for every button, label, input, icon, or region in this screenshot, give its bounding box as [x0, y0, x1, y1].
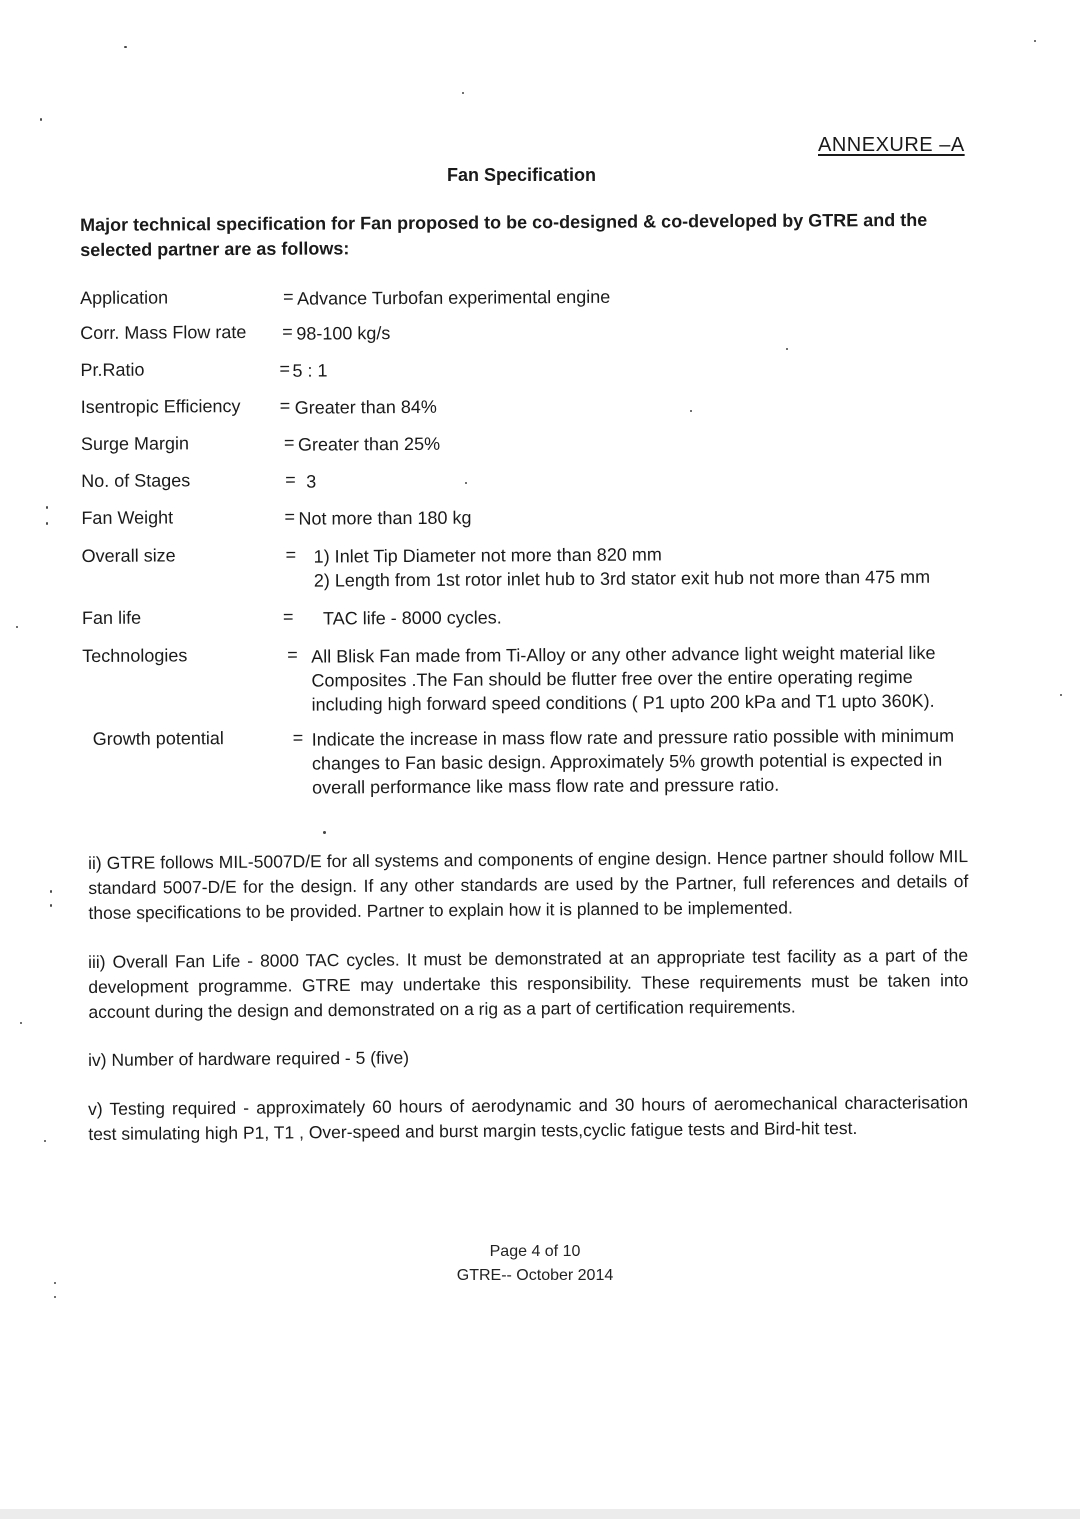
spec-row	[80, 355, 980, 381]
page-title: Fan Specification	[447, 165, 597, 185]
spec-equals: =	[284, 506, 295, 527]
spec-equals: =	[282, 606, 294, 627]
spec-label: Application	[80, 287, 169, 308]
spec-value-line: 98-100 kg/s	[296, 323, 391, 344]
scan-speck	[1060, 694, 1062, 696]
paragraph-iv: iv) Number of hardware required - 5 (five)	[88, 1047, 410, 1070]
spec-value	[311, 641, 951, 717]
spec-equals: =	[279, 395, 291, 416]
spec-row	[83, 723, 983, 798]
bottom-margin	[0, 1509, 1080, 1519]
scan-speck	[44, 1140, 46, 1142]
spec-row	[80, 428, 981, 455]
annexure-label: ANNEXURE –A	[818, 134, 965, 156]
scan-speck	[786, 348, 788, 350]
spec-value	[306, 470, 316, 494]
spec-equals: =	[285, 469, 296, 490]
spec-label: Growth potential	[92, 728, 224, 749]
spec-equals: =	[283, 432, 295, 453]
scan-speck	[40, 118, 42, 121]
scan-speck	[46, 522, 48, 525]
intro-text: Major technical specification for Fan proposed to be co-designed & co-developed by GTRE and the selected partner are as follows:	[80, 209, 928, 260]
spec-label: No. of Stages	[81, 470, 191, 491]
scan-speck	[690, 410, 692, 412]
spec-row	[80, 318, 980, 344]
scan-speck	[50, 890, 52, 893]
spec-value-text: All Blisk Fan made from Ti-Alloy or any other advance light weight material like Composites .The Fan should be flutter free over the entire operating regime including high forward speed conditions ( P1 upto 200 kPa and T1 upto 360K).	[311, 642, 936, 715]
spec-value-line: 3	[306, 471, 317, 492]
scan-speck	[124, 46, 127, 48]
spec-label: Isentropic Efficiency	[80, 396, 241, 417]
spec-row	[81, 465, 981, 492]
spec-value-line: TAC life - 8000 cycles.	[322, 607, 502, 629]
scan-speck	[462, 92, 464, 94]
scan-speck	[20, 1022, 22, 1024]
spec-label: Fan Weight	[81, 507, 174, 528]
spec-value-line: 1) Inlet Tip Diameter not more than 820 mm	[313, 544, 662, 567]
spec-value	[292, 358, 327, 382]
spec-value	[323, 605, 502, 630]
spec-value	[298, 432, 440, 457]
spec-label: Surge Margin	[80, 433, 190, 454]
scan-speck	[1034, 40, 1036, 42]
spec-label: Fan life	[81, 607, 142, 628]
scan-speck	[46, 506, 48, 509]
spec-value-line: Greater than 84%	[294, 396, 437, 418]
spec-value-line: 2) Length from 1st rotor inlet hub to 3rd stator exit hub not more than 475 mm	[313, 566, 931, 591]
spec-label: Pr.Ratio	[80, 359, 145, 380]
spec-value-line: Advance Turbofan experimental engine	[297, 286, 611, 309]
spec-table	[80, 283, 980, 798]
page-number: Page 4 of 10	[489, 1243, 581, 1260]
paragraph-iii: iii) Overall Fan Life - 8000 TAC cycles. It must be demonstrated at an appropriate test facility as a part of the development programme. GTRE may undertake this responsibility. These requirements must be taken into account during the design and demonstrated on a rig as a part of certification requirements.	[88, 945, 969, 1022]
spec-label: Technologies	[82, 645, 188, 666]
spec-value	[312, 724, 962, 800]
spec-value	[296, 321, 390, 346]
spec-value-line: 5 : 1	[292, 360, 328, 381]
scan-speck	[54, 1296, 56, 1298]
paragraph-ii: ii) GTRE follows MIL-5007D/E for all systems and components of engine design. Hence partner should follow MIL standard 5007-D/E for the design. If any other standards are used by the Partner, full references and details of those specifications to be provided. Partner to explain how it is planned to be implemented.	[88, 846, 969, 923]
spec-value	[295, 395, 437, 420]
spec-label: Corr. Mass Flow rate	[80, 321, 247, 343]
scan-speck	[50, 904, 52, 907]
scan-speck	[465, 482, 467, 484]
spec-row	[82, 640, 982, 715]
spec-value	[297, 285, 610, 311]
spec-row	[80, 283, 980, 309]
paragraph-v: v) Testing required - approximately 60 hours of aerodynamic and 30 hours of aeromechanical characterisation test simulating high P1, T1 , Over-speed and burst margin tests,cyclic fatigue tests and Bird-hit test.	[88, 1092, 969, 1144]
footer-org-date: GTRE-- October 2014	[456, 1267, 614, 1284]
spec-row	[81, 502, 981, 529]
scan-speck	[323, 831, 326, 834]
spec-value-text: Indicate the increase in mass flow rate and pressure ratio possible with minimum changes to Fan basic design. Approximately 5% growth potential is expected in overall performance like mass flow rate and pressure ratio.	[311, 725, 955, 798]
scan-speck	[54, 1282, 56, 1284]
spec-row	[81, 602, 982, 629]
spec-row	[80, 392, 981, 418]
spec-equals: =	[282, 286, 294, 307]
spec-label: Overall size	[81, 545, 176, 566]
spec-value	[314, 541, 931, 593]
spec-equals: =	[292, 727, 304, 748]
spec-equals: =	[279, 358, 291, 379]
spec-value-line: Not more than 180 kg	[298, 507, 472, 529]
spec-equals: =	[287, 644, 298, 665]
spec-row	[81, 540, 982, 591]
spec-equals: =	[285, 544, 297, 565]
spec-value-line: Greater than 25%	[297, 433, 441, 455]
scan-speck	[16, 626, 18, 628]
spec-value	[298, 506, 471, 531]
spec-equals: =	[282, 321, 293, 342]
